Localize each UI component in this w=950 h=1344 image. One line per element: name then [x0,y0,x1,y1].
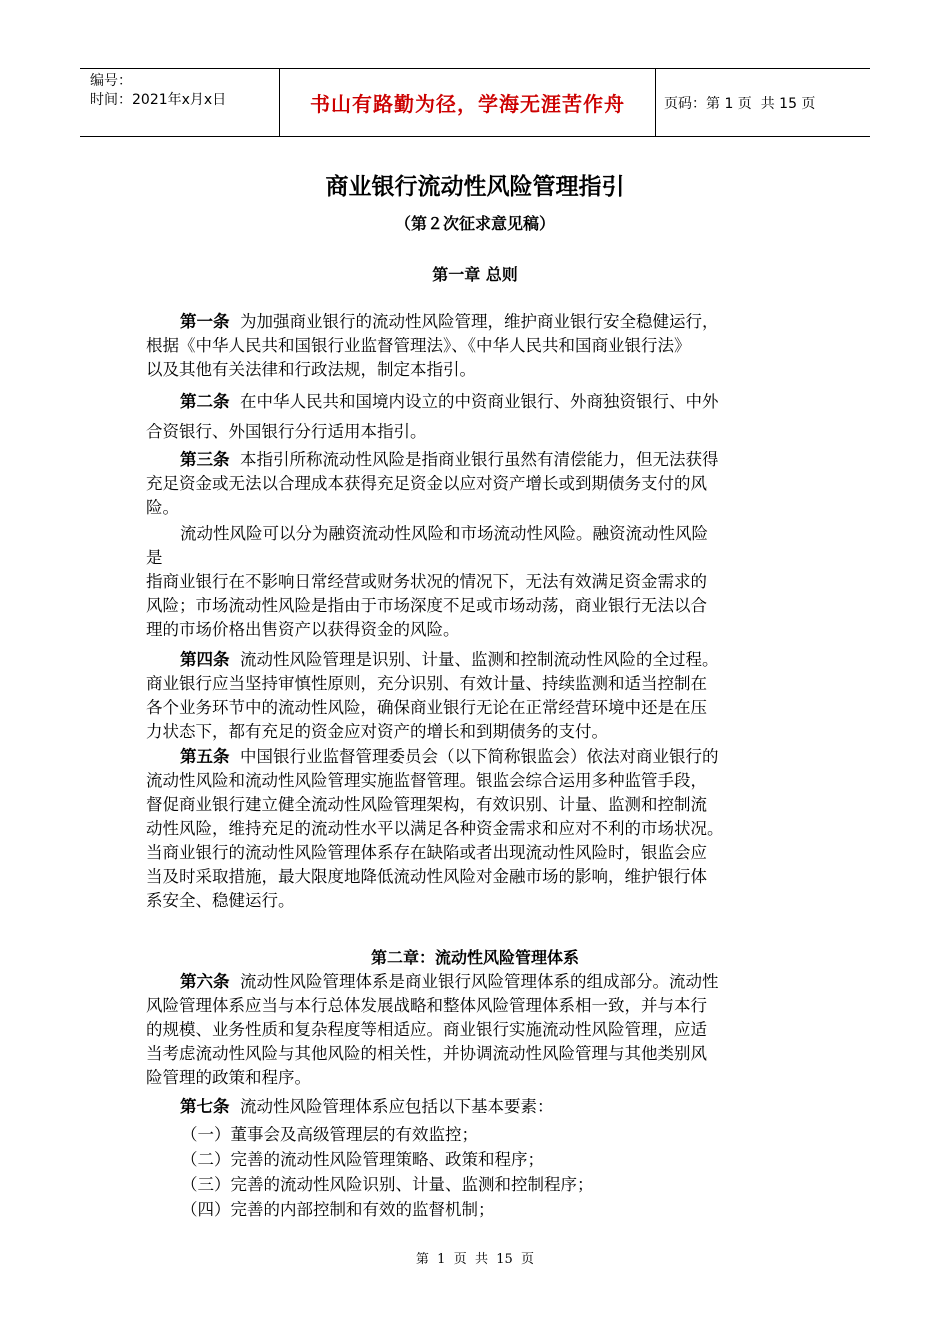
article-6-line: 风险管理体系应当与本行总体发展战略和整体风险管理体系相一致，并与本行 [146,996,707,1015]
header-number-label: 编号： [90,73,132,89]
header-page-info-text: 页码：第 1 页 共 15 页 [664,95,816,112]
article-4-line: 各个业务环节中的流动性风险，确保商业银行无论在正常经营环境中还是在压 [146,698,707,717]
list-item: （四）完善的内部控制和有效的监督机制； [181,1200,495,1219]
list-item: （一）董事会及高级管理层的有效监控； [181,1125,478,1144]
chapter-1-heading: 第一章 总则 [432,265,518,284]
article-6-line: 流动性风险管理体系是商业银行风险管理体系的组成部分。流动性 [240,972,719,991]
header-time-label: 时间：2021年x月x日 [90,92,227,108]
document-subtitle: （第２次征求意见稿） [394,214,555,233]
article-3-line: 险。 [146,498,179,517]
article-5 [146,745,806,913]
article-6 [146,970,806,1090]
header-motto-text: 书山有路勤为径，学海无涯苦作舟 [310,92,625,116]
article-3-line: 本指引所称流动性风险是指商业银行虽然有清偿能力，但无法获得 [240,450,719,469]
article-5-line: 动性风险，维持充足的流动性水平以满足各种资金需求和应对不利的市场状况。 [146,819,724,838]
article-5-line: 系安全、稳健运行。 [146,891,295,910]
article-4-line: 力状态下，都有充足的资金应对资产的增长和到期债务的支付。 [146,722,608,741]
page-footer [0,1248,950,1267]
article-4-label: 第四条 [180,650,230,669]
list-item: （二）完善的流动性风险管理策略、政策和程序； [181,1150,544,1169]
list-item: （三）完善的流动性风险识别、计量、监测和控制程序； [181,1175,594,1194]
chapter-2-heading: 第二章：流动性风险管理体系 [370,948,579,967]
header-page-info [656,69,870,136]
article-4-line: 商业银行应当坚持审慎性原则，充分识别、有效计量、持续监测和适当控制在 [146,674,707,693]
article-7-label: 第七条 [180,1097,230,1116]
article-2-label: 第二条 [180,392,230,411]
article-3-label: 第三条 [180,450,230,469]
paragraph-line: 是 [146,548,163,567]
document-title: 商业银行流动性风险管理指引 [325,174,625,200]
footer-page-number: 第 1 页 共 15 页 [415,1252,535,1267]
page-header [80,68,870,137]
article-2-line: 在中华人民共和国境内设立的中资商业银行、外商独资银行、中外 [240,392,719,411]
article-2 [146,390,806,444]
header-meta [80,69,280,136]
article-5-line: 当及时采取措施，最大限度地降低流动性风险对金融市场的影响，维护银行体 [146,867,707,886]
article-7-line: 流动性风险管理体系应包括以下基本要素： [240,1097,554,1116]
article-3-paragraph-2 [146,522,806,642]
article-6-line: 当考虑流动性风险与其他风险的相关性，并协调流动性风险管理与其他类别风 [146,1044,707,1063]
article-7 [146,1095,806,1119]
article-5-line: 流动性风险和流动性风险管理实施监督管理。银监会综合运用多种监管手段， [146,771,707,790]
article-2-line: 合资银行、外国银行分行适用本指引。 [146,422,427,441]
article-1-line: 为加强商业银行的流动性风险管理，维护商业银行安全稳健运行， [240,312,719,331]
paragraph-line: 流动性风险可以分为融资流动性风险和市场流动性风险。融资流动性风险 [180,524,708,543]
paragraph-line: 指商业银行在不影响日常经营或财务状况的情况下，无法有效满足资金需求的 [146,572,707,591]
article-5-label: 第五条 [180,747,230,766]
article-5-line: 中国银行业监督管理委员会（以下简称银监会）依法对商业银行的 [240,747,719,766]
article-3 [146,448,806,520]
article-1-line: 根据《中华人民共和国银行业监督管理法》、《中华人民共和国商业银行法》 [146,336,691,355]
article-6-line: 的规模、业务性质和复杂程度等相适应。商业银行实施流动性风险管理，应适 [146,1020,707,1039]
paragraph-line: 风险；市场流动性风险是指由于市场深度不足或市场动荡，商业银行无法以合 [146,596,707,615]
paragraph-line: 理的市场价格出售资产以获得资金的风险。 [146,620,460,639]
article-6-label: 第六条 [180,972,230,991]
article-5-line: 督促商业银行建立健全流动性风险管理架构，有效识别、计量、监测和控制流 [146,795,707,814]
article-6-line: 险管理的政策和程序。 [146,1068,311,1087]
article-4 [146,648,806,744]
article-3-line: 充足资金或无法以合理成本获得充足资金以应对资产增长或到期债务支付的风 [146,474,707,493]
article-1 [146,310,806,382]
article-1-label: 第一条 [180,312,230,331]
header-motto [280,69,656,136]
article-1-line: 以及其他有关法律和行政法规，制定本指引。 [146,360,476,379]
article-4-line: 流动性风险管理是识别、计量、监测和控制流动性风险的全过程。 [240,650,719,669]
article-5-line: 当商业银行的流动性风险管理体系存在缺陷或者出现流动性风险时，银监会应 [146,843,707,862]
